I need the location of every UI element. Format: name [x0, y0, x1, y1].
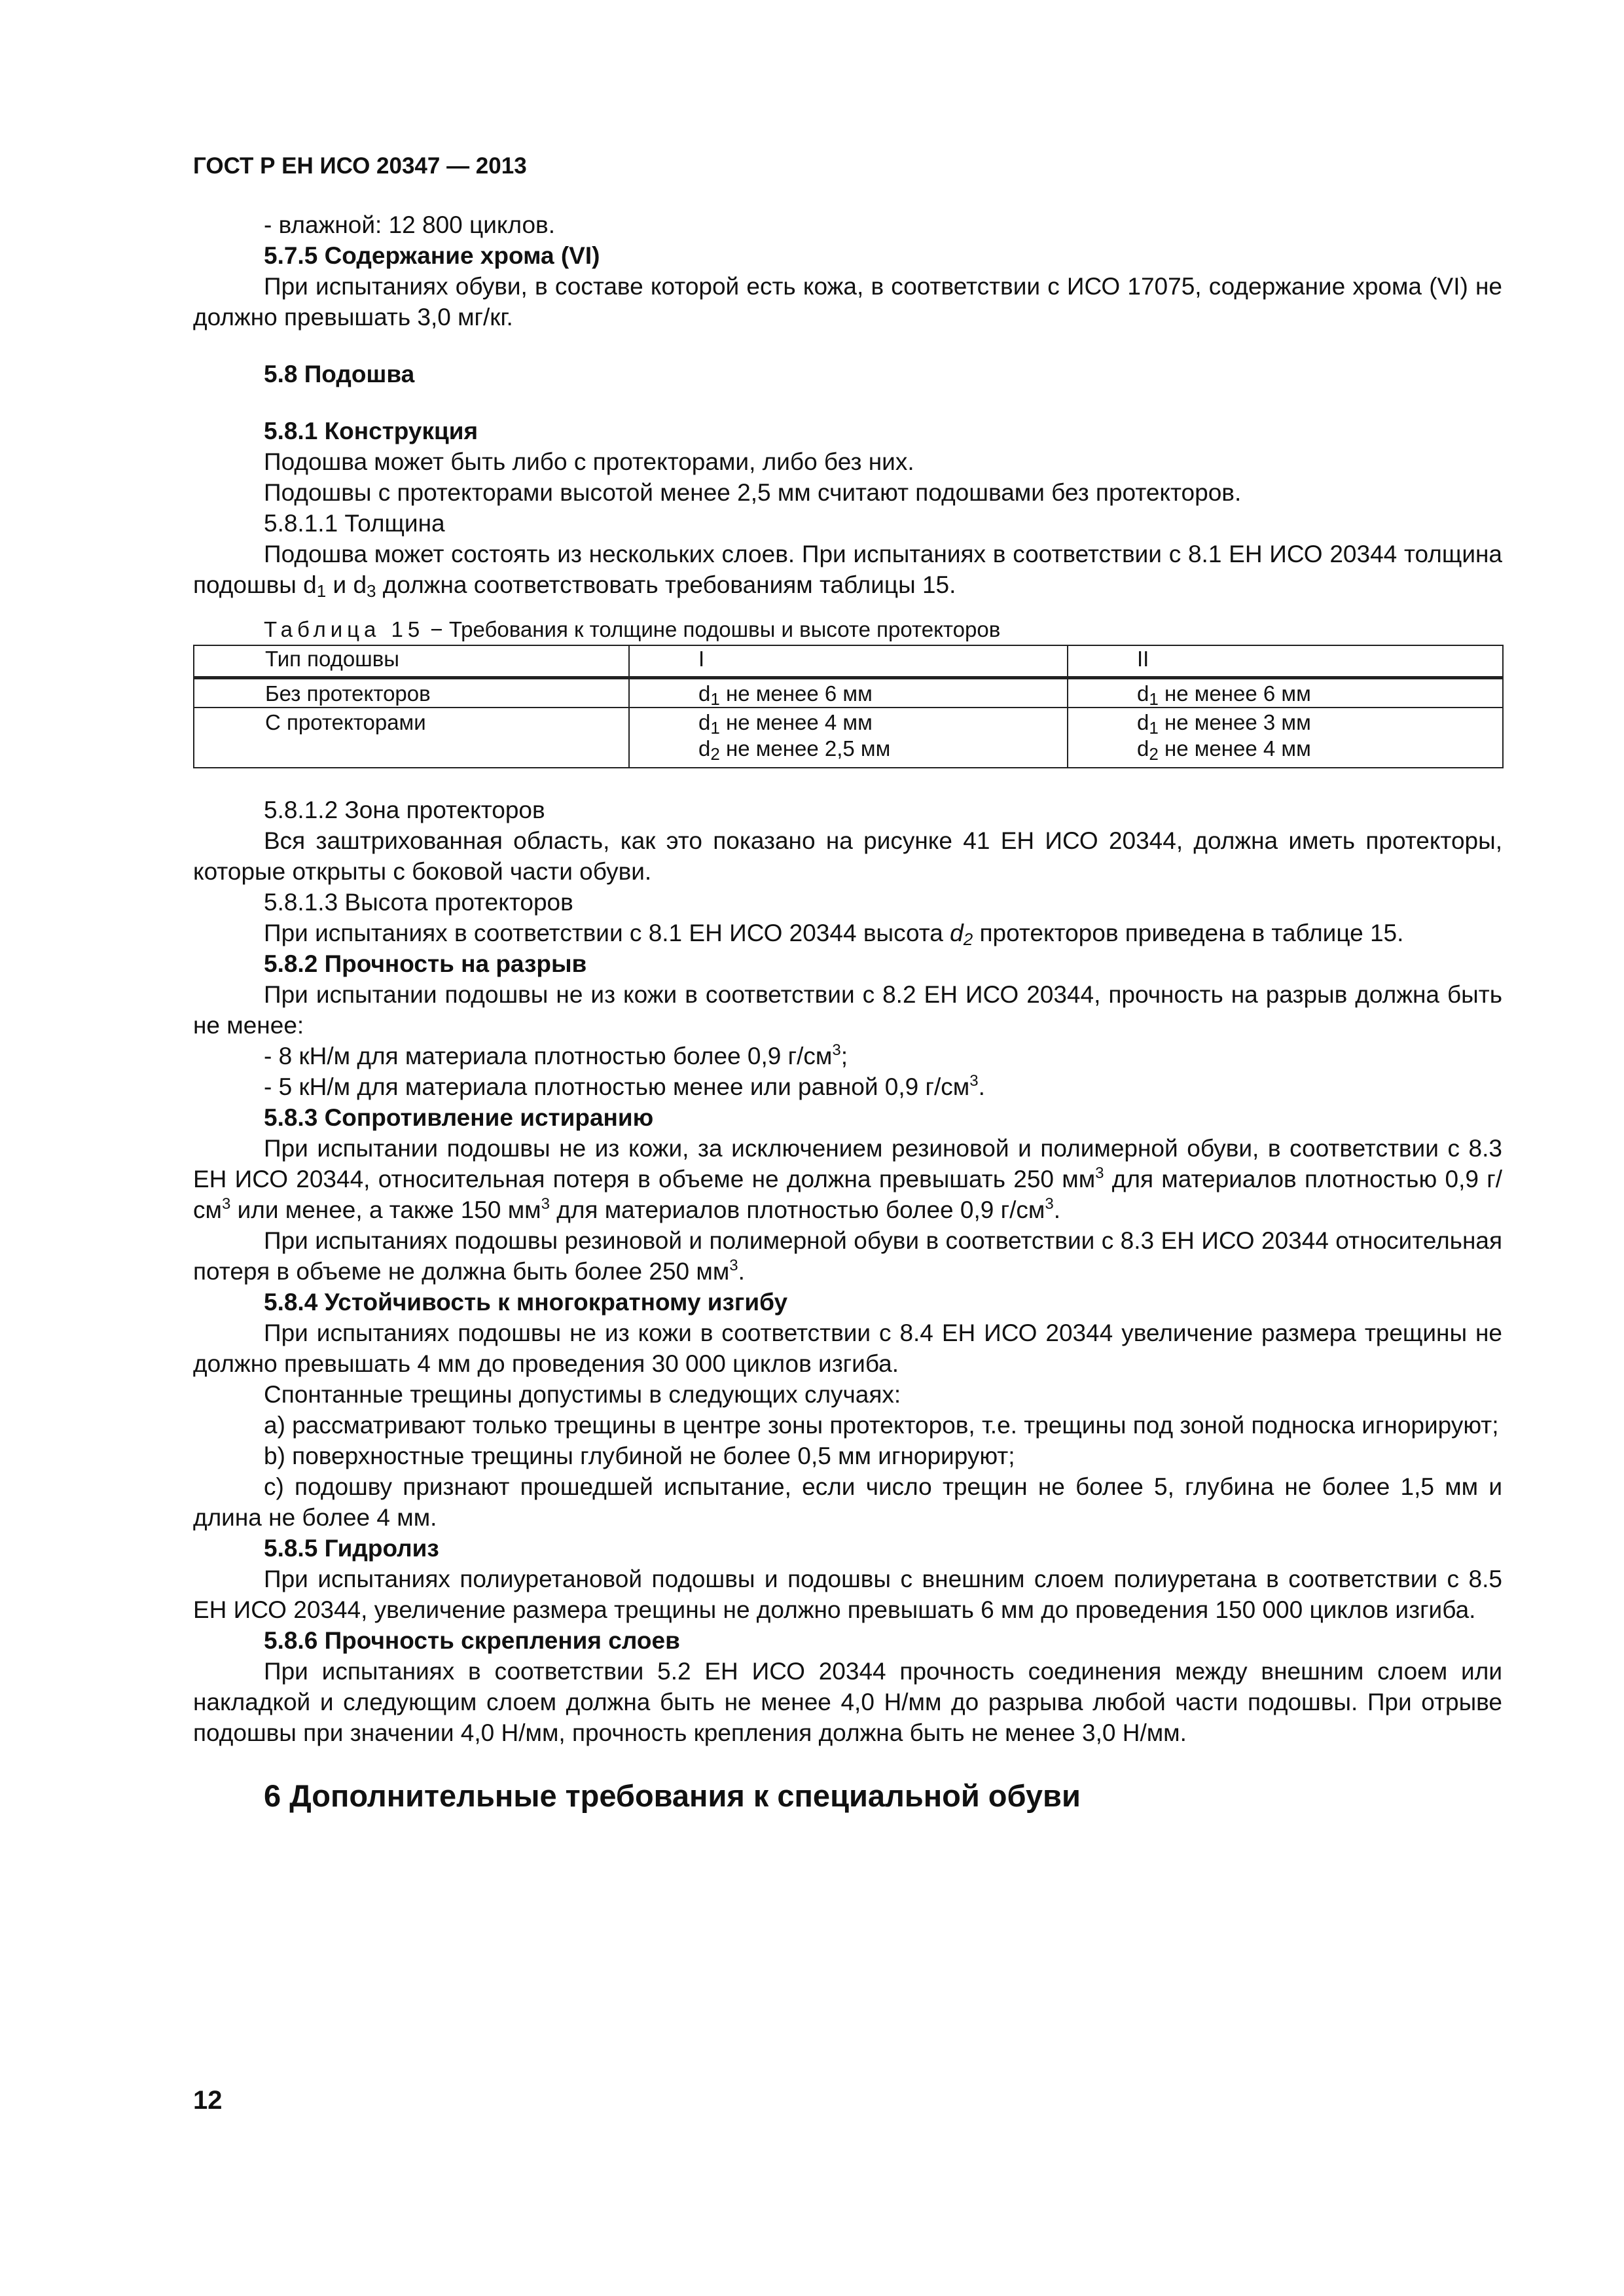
section-5-8-2-item1: - 8 кН/м для материала плотностью более 0,9 $г/см^3$;: [264, 1041, 848, 1069]
document-header: ГОСТ Р ЕН ИСО 20347 — 2013: [193, 153, 527, 179]
section-5-8-1-line1: Подошва может быть либо с протекторами, либо без них.: [264, 448, 914, 475]
section-5-8-2-item2: - 5 кН/м для материала плотностью менее или равной 0,9 $г/см^3$.: [264, 1072, 985, 1100]
section-6-heading: 6 Дополнительные требования к специальной обуви: [264, 1778, 1081, 1813]
table-header-cell: I: [629, 645, 1068, 678]
section-5-8-3-heading: 5.8.3 Сопротивление истиранию: [264, 1104, 654, 1131]
section-5-8-heading: 5.8 Подошва: [264, 361, 415, 387]
section-5-8-1-line2: Подошвы с протекторами высотой менее 2,5 мм считают подошвами без протекторов.: [264, 479, 1242, 506]
section-5-8-6-text: При испытаниях в соответствии 5.2 ЕН ИСО 20344 прочность соединения между внешним слоем или накладкой и следующим слоем должна быть не менее 4,0 Н/мм до разрыва любой части подошвы. При отрыве подошвы при значении 4,0 Н/мм, прочность крепления должна быть не менее 3,0 Н/мм.: [193, 1658, 1502, 1746]
table-cell: $d_1$ не менее 4 мм $d_2$ не менее 2,5 мм: [629, 708, 1068, 768]
table-cell: Без протекторов: [194, 678, 629, 708]
section-5-8-5-heading: 5.8.5 Гидролиз: [264, 1535, 439, 1562]
section-5-8-3-p2: При испытаниях подошвы резиновой и полимерной обуви в соответствии с 8.3 ЕН ИСО 20344 относительная потеря в объеме не должна быть более 250 $мм^3$.: [193, 1227, 1502, 1285]
section-5-8-1-heading: 5.8.1 Конструкция: [264, 418, 478, 444]
section-5-8-4-p1: При испытаниях подошвы не из кожи в соответствии с 8.4 ЕН ИСО 20344 увеличение размера трещины не должно превышать 4 мм до проведения 30 000 циклов изгиба.: [193, 1319, 1502, 1377]
table-15: [193, 645, 1504, 768]
section-5-8-4-item-b: b) поверхностные трещины глубиной не более 0,5 мм игнорируют;: [264, 1443, 1015, 1469]
section-5-8-4-p2: Спонтанные трещины допустимы в следующих случаях:: [264, 1381, 901, 1408]
table-header-cell: II: [1068, 645, 1503, 678]
table-header-row: [194, 645, 1503, 678]
section-5-7-5-heading: 5.7.5 Содержание хрома (VI): [264, 242, 600, 269]
section-5-8-4-item-a: a) рассматривают только трещины в центре зоны протекторов, т.е. трещины под зоной подноска игнорируют;: [264, 1412, 1499, 1439]
section-5-8-1-3-text: При испытаниях в соответствии с 8.1 ЕН ИСО 20344 высота $d_2$ протекторов приведена в таблице 15.: [264, 920, 1404, 949]
table-cell: $d_1$ не менее 3 мм $d_2$ не менее 4 мм: [1068, 708, 1503, 768]
table-row: [194, 708, 1503, 768]
table-row: [194, 678, 1503, 708]
section-5-8-1-1-heading: 5.8.1.1 Толщина: [264, 510, 445, 537]
document-body: [193, 209, 1502, 1815]
table-cell: С протекторами: [194, 708, 629, 768]
section-5-8-1-3-heading: 5.8.1.3 Высота протекторов: [264, 889, 573, 916]
section-5-8-1-2-text: Вся заштрихованная область, как это показано на рисунке 41 ЕН ИСО 20344, должна иметь протекторы, которые открыты с боковой части обуви.: [193, 827, 1502, 885]
table-15-caption-label: Таблица 15: [264, 617, 425, 641]
table-15-caption-text: − Требования к толщине подошвы и высоте протекторов: [424, 617, 1001, 641]
section-5-8-1-1-text: Подошва может состоять из нескольких слоев. При испытаниях в соответствии с 8.1 ЕН ИСО 20344 толщина подошвы $d_1$ и $d_3$ должна соответствовать требованиям таблицы 15.: [193, 541, 1502, 601]
section-5-8-3-p1: При испытании подошвы не из кожи, за исключением резиновой и полимерной обуви, в соответствии с 8.3 ЕН ИСО 20344, относительная потеря в объеме не должна превышать 250 $мм^3$ для материалов плотностью 0,9 $г/см^3$ или менее, а также 150 $мм^3$ для материалов плотностью более 0,9 $г/см^3$.: [193, 1135, 1502, 1223]
section-5-8-1-2-heading: 5.8.1.2 Зона протекторов: [264, 797, 545, 823]
section-5-8-2-text: При испытании подошвы не из кожи в соответствии с 8.2 ЕН ИСО 20344, прочность на разрыв должна быть не менее:: [193, 981, 1502, 1039]
wet-cycles-line: - влажной: 12 800 циклов.: [264, 211, 555, 238]
section-5-8-5-text: При испытаниях полиуретановой подошвы и подошвы с внешним слоем полиуретана в соответствии с 8.5 ЕН ИСО 20344, увеличение размера трещины не должно превышать 6 мм до проведения 150 000 циклов изгиба.: [193, 1566, 1502, 1623]
section-5-8-4-heading: 5.8.4 Устойчивость к многократному изгибу: [264, 1289, 788, 1316]
section-5-8-6-heading: 5.8.6 Прочность скрепления слоев: [264, 1627, 680, 1654]
section-5-8-4-item-c: c) подошву признают прошедшей испытание, если число трещин не более 5, глубина не более 1,5 мм и длина не более 4 мм.: [193, 1473, 1502, 1531]
table-cell: $d_1$ не менее 6 мм: [1068, 678, 1503, 708]
table-15-caption: [264, 617, 1502, 642]
table-cell: $d_1$ не менее 6 мм: [629, 678, 1068, 708]
table-header-cell: Тип подошвы: [194, 645, 629, 678]
section-5-7-5-text: При испытаниях обуви, в составе которой есть кожа, в соответствии с ИСО 17075, содержание хрома (VI) не должно превышать 3,0 мг/кг.: [193, 273, 1502, 331]
page-number: 12: [193, 2086, 223, 2115]
section-5-8-2-heading: 5.8.2 Прочность на разрыв: [264, 950, 587, 977]
